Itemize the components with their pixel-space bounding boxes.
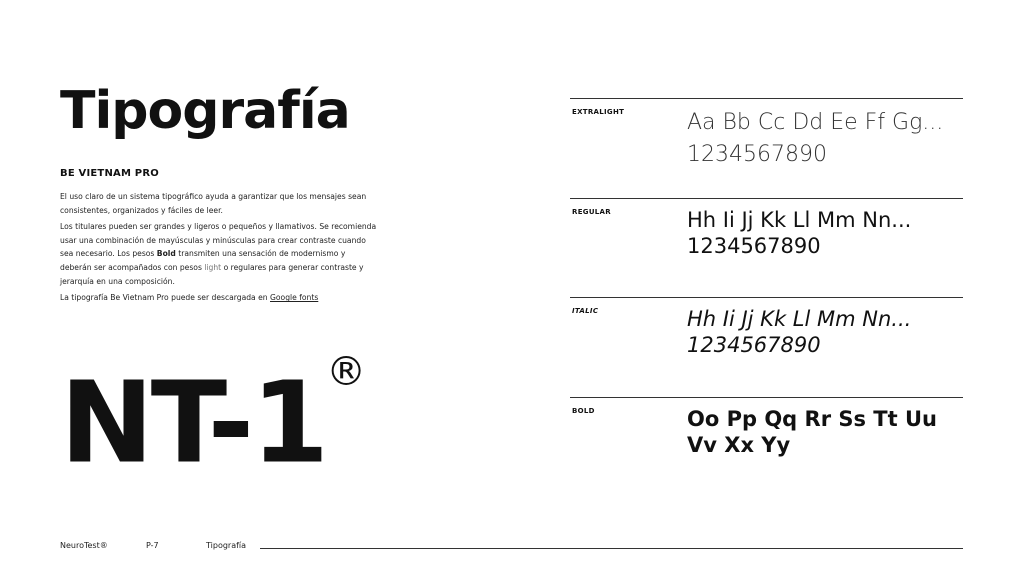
weight-label-extralight: EXTRALIGHT — [572, 108, 625, 116]
weight-label-bold: BOLD — [572, 407, 595, 415]
footer-rule — [260, 548, 963, 549]
specimen-numbers: 1234567890 — [687, 142, 827, 167]
divider — [570, 297, 963, 298]
paragraph-download — [60, 291, 378, 305]
specimen-extralight — [687, 107, 943, 171]
registered-mark: ® — [326, 349, 364, 395]
google-fonts-link[interactable]: Google fonts — [270, 293, 319, 303]
specimen-numbers: 1234567890 — [687, 234, 821, 258]
logo-text: NT-1 — [60, 358, 327, 489]
bold-word: Bold — [156, 249, 176, 259]
specimen-regular — [687, 207, 911, 259]
divider — [570, 198, 963, 199]
specimen-italic — [687, 306, 911, 358]
paragraph-text: Los titulares pueden ser grandes y ligeros o pequeños y llamativos. Se recomienda usar una combinación de mayúsculas y minúsculas para crear contraste cuando sea necesario. Los pesos — [60, 222, 377, 259]
specimen-numbers: 1234567890 — [687, 333, 821, 357]
paragraph-text: transmiten una sensación de modernismo y deberán ser acompañados con pesos — [60, 249, 346, 272]
paragraph-intro: El uso claro de un sistema tipográfico ayuda a garantizar que los mensajes sean consistentes, organizados y fáciles de leer. — [60, 192, 367, 215]
paragraph-text: o regulares para generar contraste y jerarquía en una composición. — [60, 262, 364, 286]
nt1-logo — [60, 349, 364, 489]
font-name: BE VIETNAM PRO — [60, 168, 159, 179]
footer-page-number: P-7 — [146, 541, 159, 550]
specimen-letters: Vv Xx Yy — [687, 433, 791, 457]
divider — [570, 98, 963, 99]
specimen-letters: Hh Ii Jj Kk Ll Mm Nn... — [687, 307, 912, 331]
specimen-letters: Oo Pp Qq Rr Ss Tt Uu — [687, 407, 937, 431]
specimen-bold — [687, 406, 937, 458]
paragraph-headlines — [60, 220, 378, 288]
footer-section: Tipografía — [206, 541, 247, 550]
light-word: light — [204, 262, 222, 272]
divider — [570, 397, 963, 398]
body-text — [60, 190, 378, 308]
footer-brand: NeuroTest® — [60, 541, 108, 550]
weight-label-italic: ITALIC — [572, 307, 599, 315]
specimen-letters: Hh Ii Jj Kk Ll Mm Nn... — [687, 208, 912, 232]
specimen-letters: Aa Bb Cc Dd Ee Ff Gg... — [687, 110, 944, 135]
paragraph-text: La tipografía Be Vietnam Pro puede ser descargada en — [60, 293, 271, 303]
weight-label-regular: REGULAR — [572, 208, 611, 216]
page-title: Tipografía — [60, 81, 350, 141]
